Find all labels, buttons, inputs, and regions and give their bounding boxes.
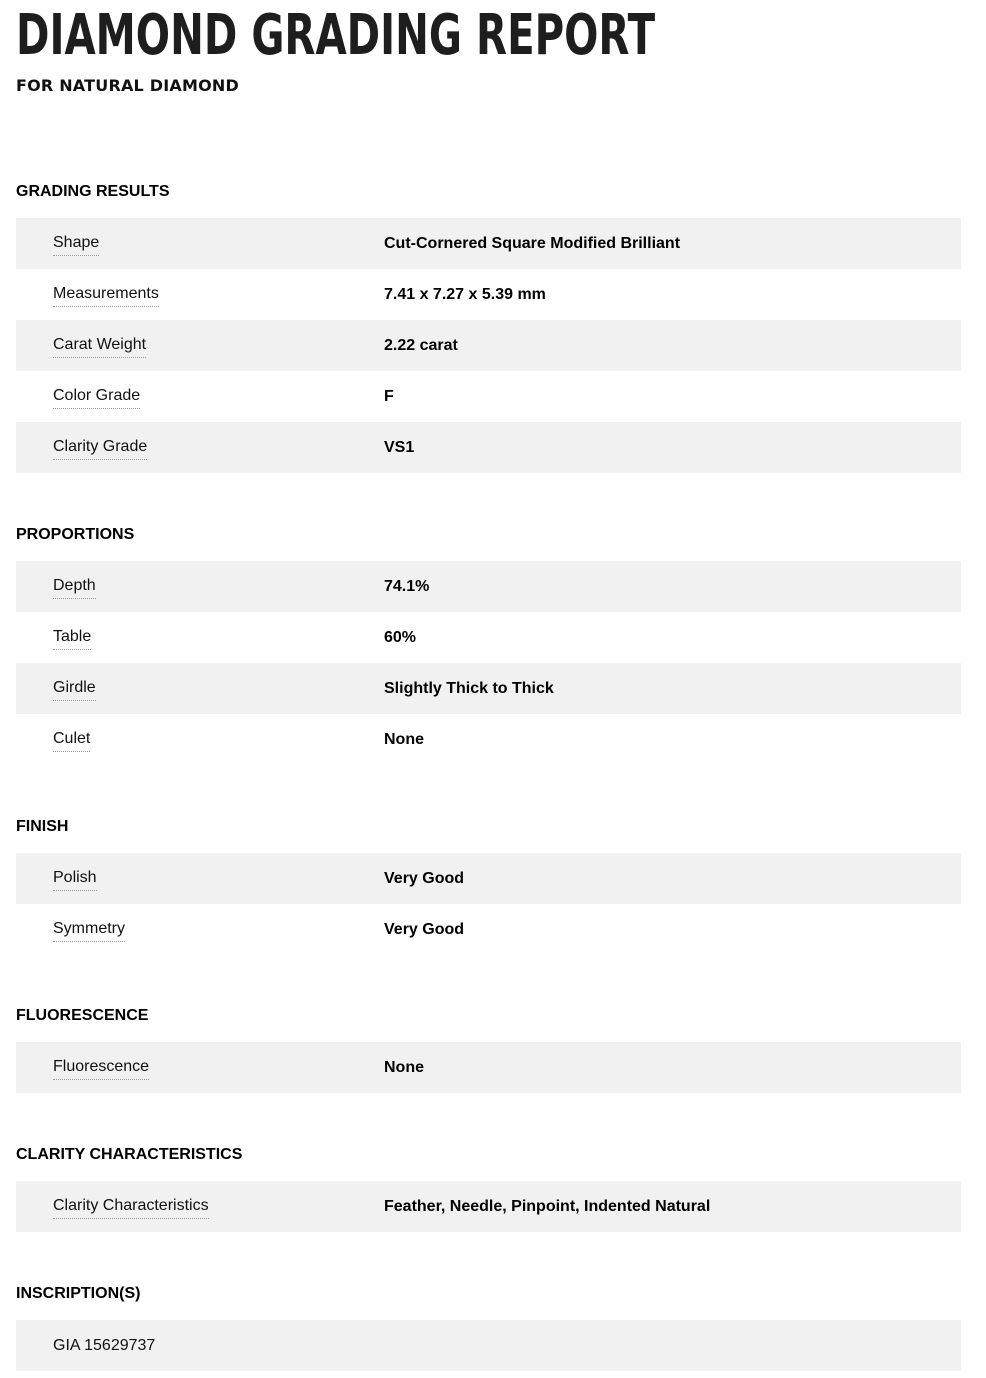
row-label-clarity-characteristics[interactable]: Clarity Characteristics [53, 1195, 209, 1219]
row-shape [16, 218, 961, 269]
row-depth [16, 561, 961, 612]
row-color-grade [16, 371, 961, 422]
row-value-symmetry: Very Good [384, 920, 465, 938]
row-label-table[interactable]: Table [53, 626, 91, 650]
row-label-clarity-grade[interactable]: Clarity Grade [53, 436, 147, 460]
row-label-fluorescence[interactable]: Fluorescence [53, 1056, 149, 1080]
row-label-symmetry[interactable]: Symmetry [53, 918, 125, 942]
row-culet [16, 714, 961, 765]
row-label-polish[interactable]: Polish [53, 867, 97, 891]
row-label-culet[interactable]: Culet [53, 728, 90, 752]
row-value-carat-weight: 2.22 carat [384, 336, 458, 354]
section-fluorescence [16, 1006, 961, 1093]
section-clarity-characteristics [16, 1145, 961, 1232]
section-heading: FLUORESCENCE [16, 1007, 149, 1024]
row-label-girdle[interactable]: Girdle [53, 677, 96, 701]
section-heading: GRADING RESULTS [16, 183, 170, 200]
row-inscription [16, 1320, 961, 1371]
section-grading-results [16, 182, 961, 473]
row-value-table: 60% [384, 628, 417, 646]
row-label-measurements[interactable]: Measurements [53, 283, 159, 307]
row-value-polish: Very Good [384, 869, 465, 887]
inscription-text: GIA 15629737 [53, 1336, 156, 1354]
section-finish [16, 817, 961, 955]
row-label-depth[interactable]: Depth [53, 575, 96, 599]
row-value-clarity-characteristics: Feather, Needle, Pinpoint, Indented Natural [384, 1197, 711, 1215]
section-heading: PROPORTIONS [16, 526, 135, 543]
row-value-color-grade: F [384, 387, 394, 405]
row-girdle [16, 663, 961, 714]
row-symmetry [16, 904, 961, 955]
section-heading: FINISH [16, 818, 69, 835]
row-value-shape: Cut-Cornered Square Modified Brilliant [384, 234, 681, 252]
section-heading: CLARITY CHARACTERISTICS [16, 1146, 243, 1163]
row-table [16, 612, 961, 663]
row-label-shape[interactable]: Shape [53, 232, 99, 256]
row-fluorescence [16, 1042, 961, 1093]
row-clarity-characteristics [16, 1181, 961, 1232]
row-label-carat-weight[interactable]: Carat Weight [53, 334, 146, 358]
page-subtitle: FOR NATURAL DIAMOND [16, 76, 239, 95]
row-clarity-grade [16, 422, 961, 473]
row-value-depth: 74.1% [384, 577, 430, 595]
section-proportions [16, 525, 961, 765]
row-value-girdle: Slightly Thick to Thick [384, 679, 554, 697]
row-label-color-grade[interactable]: Color Grade [53, 385, 140, 409]
page-title: DIAMOND GRADING REPORT [16, 3, 656, 68]
row-value-clarity-grade: VS1 [384, 438, 415, 456]
section-heading: INSCRIPTION(S) [16, 1285, 141, 1302]
row-measurements [16, 269, 961, 320]
row-value-culet: None [384, 730, 424, 748]
row-value-measurements: 7.41 x 7.27 x 5.39 mm [384, 285, 546, 303]
section-inscriptions [16, 1284, 961, 1371]
row-value-fluorescence: None [384, 1058, 424, 1076]
row-carat-weight [16, 320, 961, 371]
row-polish [16, 853, 961, 904]
